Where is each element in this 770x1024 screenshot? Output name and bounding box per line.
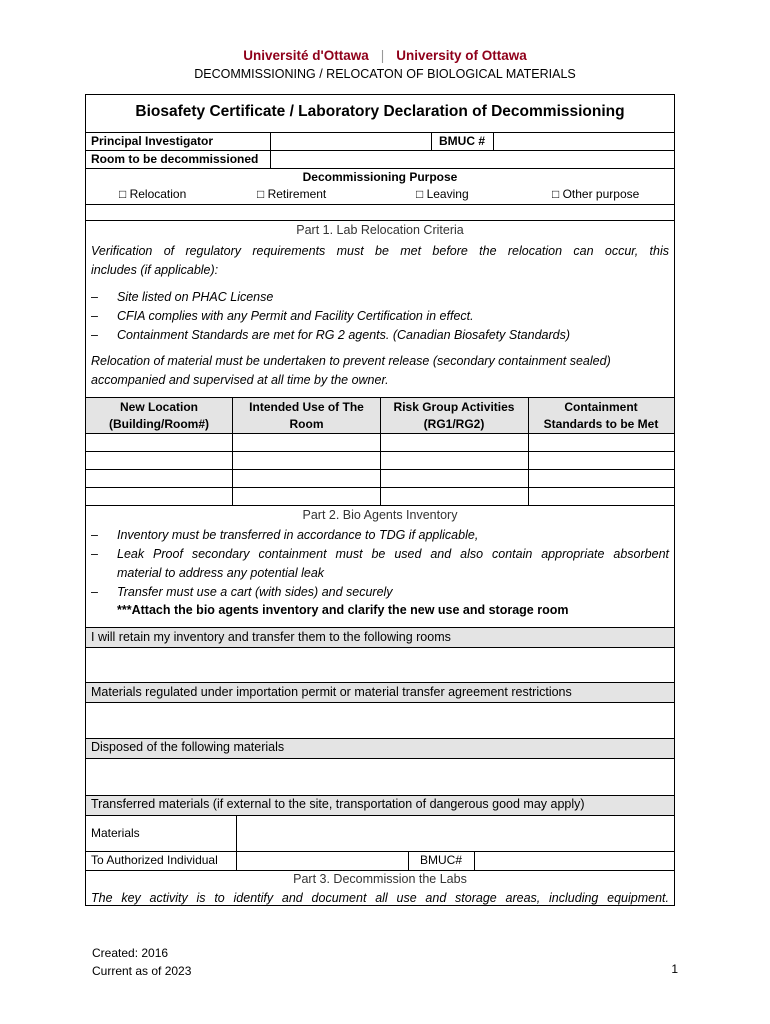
transferred-materials-label: Transferred materials (if external to the site, transportation of dangerous good may apply) xyxy=(91,797,585,811)
part1-note-line2: accompanied and supervised at all time by the owner. xyxy=(91,373,389,387)
form-title: Biosafety Certificate / Laboratory Declaration of Decommissioning xyxy=(135,103,625,120)
page-number: 1 xyxy=(671,962,678,976)
retain-label: I will retain my inventory and transfer them to the following rooms xyxy=(91,630,451,644)
part2-bullet-1: – Inventory must be transferred in accordance to TDG if applicable, xyxy=(91,526,478,545)
bullet-dash: – xyxy=(91,547,98,561)
retain-field[interactable] xyxy=(86,648,674,682)
purpose-other-checkbox[interactable]: □ Other purpose xyxy=(552,187,640,201)
part2-bullet-2: – Leak Proof secondary containment must be used and also contain appropriate absorbent xyxy=(91,545,669,564)
brand-separator: | xyxy=(380,48,385,63)
document-header xyxy=(0,48,770,81)
document-footer xyxy=(92,944,191,980)
bullet-dash: – xyxy=(91,328,98,342)
relocation-table-body[interactable] xyxy=(86,434,674,505)
brand-english: University of Ottawa xyxy=(396,48,527,63)
purpose-retirement-checkbox[interactable]: □ Retirement xyxy=(257,187,327,201)
col-risk-group: Risk Group Activities (RG1/RG2) xyxy=(393,400,515,431)
part1-title: Part 1. Lab Relocation Criteria xyxy=(296,223,464,237)
bmuc-label: BMUC # xyxy=(438,134,485,148)
regulated-materials-label: Materials regulated under importation permit or material transfer agreement restrictions xyxy=(91,685,572,699)
created-date: Created: 2016 xyxy=(92,946,169,960)
bullet-dash: – xyxy=(91,528,98,542)
bullet-dash: – xyxy=(91,585,98,599)
part1-intro-line1: Verification of regulatory requirements must be met before the relocation can occur, this xyxy=(91,244,669,258)
purpose-title: Decommissioning Purpose xyxy=(302,170,458,184)
part1-note-line1: Relocation of material must be undertaken to prevent release (secondary containment sealed) xyxy=(91,354,611,368)
part2-title: Part 2. Bio Agents Inventory xyxy=(302,508,458,522)
purpose-relocation-checkbox[interactable]: □ Relocation xyxy=(119,187,187,201)
col-new-location: New Location (Building/Room#) xyxy=(109,400,209,431)
current-date: Current as of 2023 xyxy=(92,964,192,978)
document-subtitle: DECOMMISSIONING / RELOCATON OF BIOLOGICAL MATERIALS xyxy=(194,67,576,81)
part1-intro-line2: includes (if applicable): xyxy=(91,263,219,277)
room-label: Room to be decommissioned xyxy=(91,152,259,166)
bmuc-field[interactable] xyxy=(494,133,674,150)
materials-label: Materials xyxy=(91,826,140,840)
transfer-bmuc-label: BMUC# xyxy=(419,853,462,867)
col-containment: Containment Standards to be Met xyxy=(543,400,659,431)
purpose-leaving-checkbox[interactable]: □ Leaving xyxy=(416,187,469,201)
principal-investigator-label: Principal Investigator xyxy=(91,134,214,148)
part3-title: Part 3. Decommission the Labs xyxy=(293,872,467,886)
brand-french: Université d'Ottawa xyxy=(243,48,369,63)
materials-field[interactable] xyxy=(237,816,674,851)
part3-text: The key activity is to identify and document all use and storage areas, including equipment. xyxy=(91,891,669,905)
part1-bullet-3: – Containment Standards are met for RG 2 agents. (Canadian Biosafety Standards) xyxy=(91,326,570,345)
part2-bullet-3: – Transfer must use a cart (with sides) and securely xyxy=(91,583,393,602)
disposed-materials-field[interactable] xyxy=(86,759,674,795)
disposed-materials-label: Disposed of the following materials xyxy=(91,740,285,754)
part1-bullet-1: – Site listed on PHAC License xyxy=(91,288,273,307)
university-logo xyxy=(0,48,770,64)
decommissioning-form xyxy=(85,94,675,906)
regulated-materials-field[interactable] xyxy=(86,703,674,738)
attach-inventory-note: ***Attach the bio agents inventory and clarify the new use and storage room xyxy=(117,603,569,617)
authorized-individual-label: To Authorized Individual xyxy=(91,853,218,867)
part2-bullet-2-cont: material to address any potential leak xyxy=(117,566,325,580)
transfer-bmuc-field[interactable] xyxy=(475,852,674,870)
principal-investigator-field[interactable] xyxy=(271,133,431,150)
authorized-individual-field[interactable] xyxy=(237,852,408,870)
col-intended-use: Intended Use of The Room xyxy=(249,400,364,431)
bullet-dash: – xyxy=(91,290,98,304)
part1-bullet-2: – CFIA complies with any Permit and Facility Certification in effect. xyxy=(91,307,474,326)
room-field[interactable] xyxy=(271,151,674,168)
bullet-dash: – xyxy=(91,309,98,323)
